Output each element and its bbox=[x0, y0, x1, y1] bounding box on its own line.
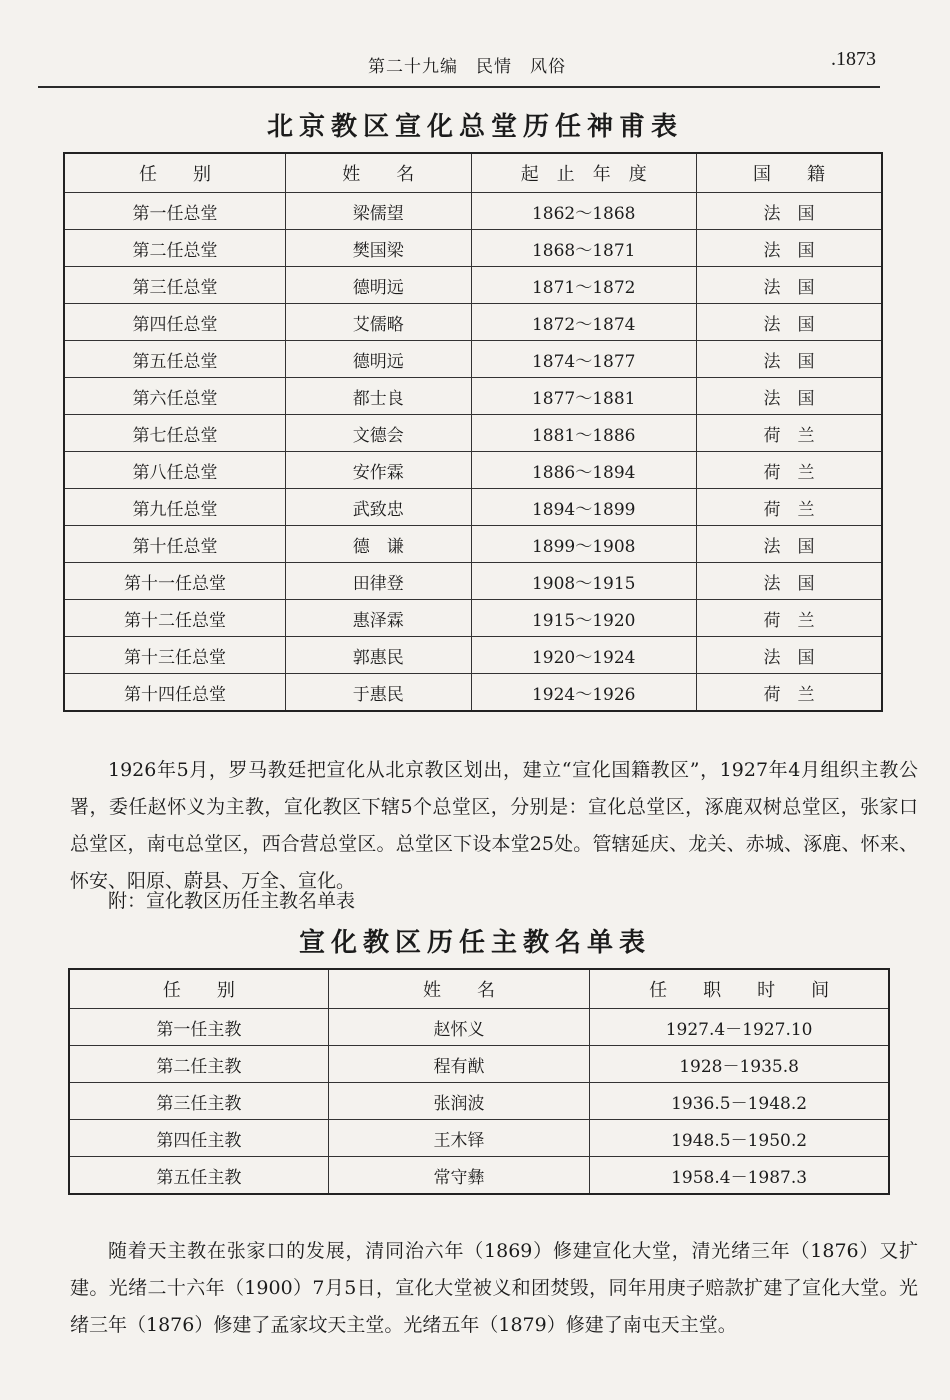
table-cell: 法 国 bbox=[696, 526, 882, 563]
table-row bbox=[64, 526, 882, 563]
table-cell: 德 谦 bbox=[285, 526, 471, 563]
table-row bbox=[64, 230, 882, 267]
table1-title: 北京教区宣化总堂历任神甫表 bbox=[266, 112, 683, 142]
table-cell: 于惠民 bbox=[285, 674, 471, 712]
table-row bbox=[64, 563, 882, 600]
table-cell: 梁儒望 bbox=[285, 193, 471, 230]
column-header: 姓 名 bbox=[285, 153, 471, 193]
table-cell: 1908～1915 bbox=[471, 563, 696, 600]
table-cell: 第六任总堂 bbox=[64, 378, 285, 415]
table-row bbox=[69, 1046, 889, 1083]
table-cell: 第五任总堂 bbox=[64, 341, 285, 378]
table-cell: 田律登 bbox=[285, 563, 471, 600]
table-row bbox=[69, 1083, 889, 1120]
table-cell: 法 国 bbox=[696, 193, 882, 230]
table-cell: 第三任主教 bbox=[69, 1083, 328, 1120]
table-cell: 德明远 bbox=[285, 267, 471, 304]
table-cell: 1899～1908 bbox=[471, 526, 696, 563]
table-cell: 张润波 bbox=[328, 1083, 589, 1120]
table-cell: 法 国 bbox=[696, 230, 882, 267]
table-cell: 第一任主教 bbox=[69, 1009, 328, 1046]
table-cell: 1868～1871 bbox=[471, 230, 696, 267]
paragraph-diocese-history: 1926年5月，罗马教廷把宣化从北京教区划出，建立“宣化国籍教区”，1927年4月组织主教公署，委任赵怀义为主教，宣化教区下辖5个总堂区，分别是：宣化总堂区，涿鹿双树总堂区，张家口总堂区，南屯总堂区，西合营总堂区。总堂区下设本堂25处。管辖延庆、龙关、赤城、涿鹿、怀来、怀安、阳原、蔚县、万全、宣化。 bbox=[70, 759, 918, 892]
table-row bbox=[64, 378, 882, 415]
appendix-note: 附：宣化教区历任主教名单表 bbox=[108, 890, 356, 912]
table-cell: 文德会 bbox=[285, 415, 471, 452]
table-cell: 第十一任总堂 bbox=[64, 563, 285, 600]
table-row bbox=[69, 1120, 889, 1157]
table-cell: 王木铎 bbox=[328, 1120, 589, 1157]
paragraph-church-construction: 随着天主教在张家口的发展，清同治六年（1869）修建宣化大堂，清光绪三年（1876）又扩建。光绪二十六年（1900）7月5日，宣化大堂被义和团焚毁，同年用庚子赔款扩建了宣化大堂。光绪三年（1876）修建了孟家坟天主堂。光绪五年（1879）修建了南屯天主堂。 bbox=[70, 1240, 918, 1336]
column-header: 任 别 bbox=[64, 153, 285, 193]
bishops-table bbox=[68, 968, 890, 1195]
table-cell: 1920～1924 bbox=[471, 637, 696, 674]
table-cell: 安作霖 bbox=[285, 452, 471, 489]
table-cell: 第五任主教 bbox=[69, 1157, 328, 1195]
table-cell: 第七任总堂 bbox=[64, 415, 285, 452]
table-header-row bbox=[64, 153, 882, 193]
table2-title: 宣化教区历任主教名单表 bbox=[298, 928, 651, 958]
table-cell: 第三任总堂 bbox=[64, 267, 285, 304]
table-cell: 荷 兰 bbox=[696, 600, 882, 637]
table-row bbox=[64, 267, 882, 304]
table-cell: 赵怀义 bbox=[328, 1009, 589, 1046]
table-cell: 法 国 bbox=[696, 267, 882, 304]
table-row bbox=[64, 452, 882, 489]
section-title: 第二十九编 民情 风俗 bbox=[368, 57, 566, 77]
table-cell: 1862～1868 bbox=[471, 193, 696, 230]
table-cell: 法 国 bbox=[696, 378, 882, 415]
table-row bbox=[69, 1009, 889, 1046]
table-cell: 1872～1874 bbox=[471, 304, 696, 341]
table-row bbox=[64, 600, 882, 637]
table-cell: 第二任总堂 bbox=[64, 230, 285, 267]
column-header: 姓 名 bbox=[328, 969, 589, 1009]
table-cell: 1881～1886 bbox=[471, 415, 696, 452]
priests-table bbox=[63, 152, 883, 712]
table-cell: 荷 兰 bbox=[696, 415, 882, 452]
table-cell: 艾儒略 bbox=[285, 304, 471, 341]
table-row bbox=[64, 304, 882, 341]
table-cell: 1927.4－1927.10 bbox=[590, 1009, 889, 1046]
table-row bbox=[69, 1157, 889, 1195]
table-cell: 1924～1926 bbox=[471, 674, 696, 712]
table-cell: 荷 兰 bbox=[696, 489, 882, 526]
table-cell: 樊国梁 bbox=[285, 230, 471, 267]
table-cell: 第九任总堂 bbox=[64, 489, 285, 526]
table-row bbox=[64, 489, 882, 526]
table-cell: 第十任总堂 bbox=[64, 526, 285, 563]
table-cell: 都士良 bbox=[285, 378, 471, 415]
table-row bbox=[64, 341, 882, 378]
table-cell: 1871～1872 bbox=[471, 267, 696, 304]
table-cell: 德明远 bbox=[285, 341, 471, 378]
table-cell: 第二任主教 bbox=[69, 1046, 328, 1083]
table-cell: 法 国 bbox=[696, 304, 882, 341]
table-cell: 程有猷 bbox=[328, 1046, 589, 1083]
table-cell: 荷 兰 bbox=[696, 674, 882, 712]
table-cell: 1936.5－1948.2 bbox=[590, 1083, 889, 1120]
table-cell: 郭惠民 bbox=[285, 637, 471, 674]
table-cell: 武致忠 bbox=[285, 489, 471, 526]
table-cell: 第十二任总堂 bbox=[64, 600, 285, 637]
table-cell: 法 国 bbox=[696, 563, 882, 600]
table-cell: 荷 兰 bbox=[696, 452, 882, 489]
column-header: 任 别 bbox=[69, 969, 328, 1009]
table-cell: 第十四任总堂 bbox=[64, 674, 285, 712]
table-row bbox=[64, 674, 882, 712]
table-cell: 惠泽霖 bbox=[285, 600, 471, 637]
table-header-row bbox=[69, 969, 889, 1009]
table-cell: 1894～1899 bbox=[471, 489, 696, 526]
table-cell: 第四任总堂 bbox=[64, 304, 285, 341]
table-row bbox=[64, 193, 882, 230]
table-cell: 法 国 bbox=[696, 637, 882, 674]
table-row bbox=[64, 415, 882, 452]
table-cell: 常守彝 bbox=[328, 1157, 589, 1195]
table-cell: 1877～1881 bbox=[471, 378, 696, 415]
table-cell: 1915～1920 bbox=[471, 600, 696, 637]
column-header: 国 籍 bbox=[696, 153, 882, 193]
table-cell: 第十三任总堂 bbox=[64, 637, 285, 674]
table-cell: 1928－1935.8 bbox=[590, 1046, 889, 1083]
table-cell: 第四任主教 bbox=[69, 1120, 328, 1157]
table-cell: 第一任总堂 bbox=[64, 193, 285, 230]
table-cell: 1948.5－1950.2 bbox=[590, 1120, 889, 1157]
table-cell: 法 国 bbox=[696, 341, 882, 378]
column-header: 起 止 年 度 bbox=[471, 153, 696, 193]
page-number: .1873 bbox=[831, 48, 876, 70]
column-header: 任 职 时 间 bbox=[590, 969, 889, 1009]
table-row bbox=[64, 637, 882, 674]
table-cell: 1958.4－1987.3 bbox=[590, 1157, 889, 1195]
table-cell: 1874～1877 bbox=[471, 341, 696, 378]
table-cell: 1886～1894 bbox=[471, 452, 696, 489]
page-header bbox=[38, 46, 880, 88]
table-cell: 第八任总堂 bbox=[64, 452, 285, 489]
